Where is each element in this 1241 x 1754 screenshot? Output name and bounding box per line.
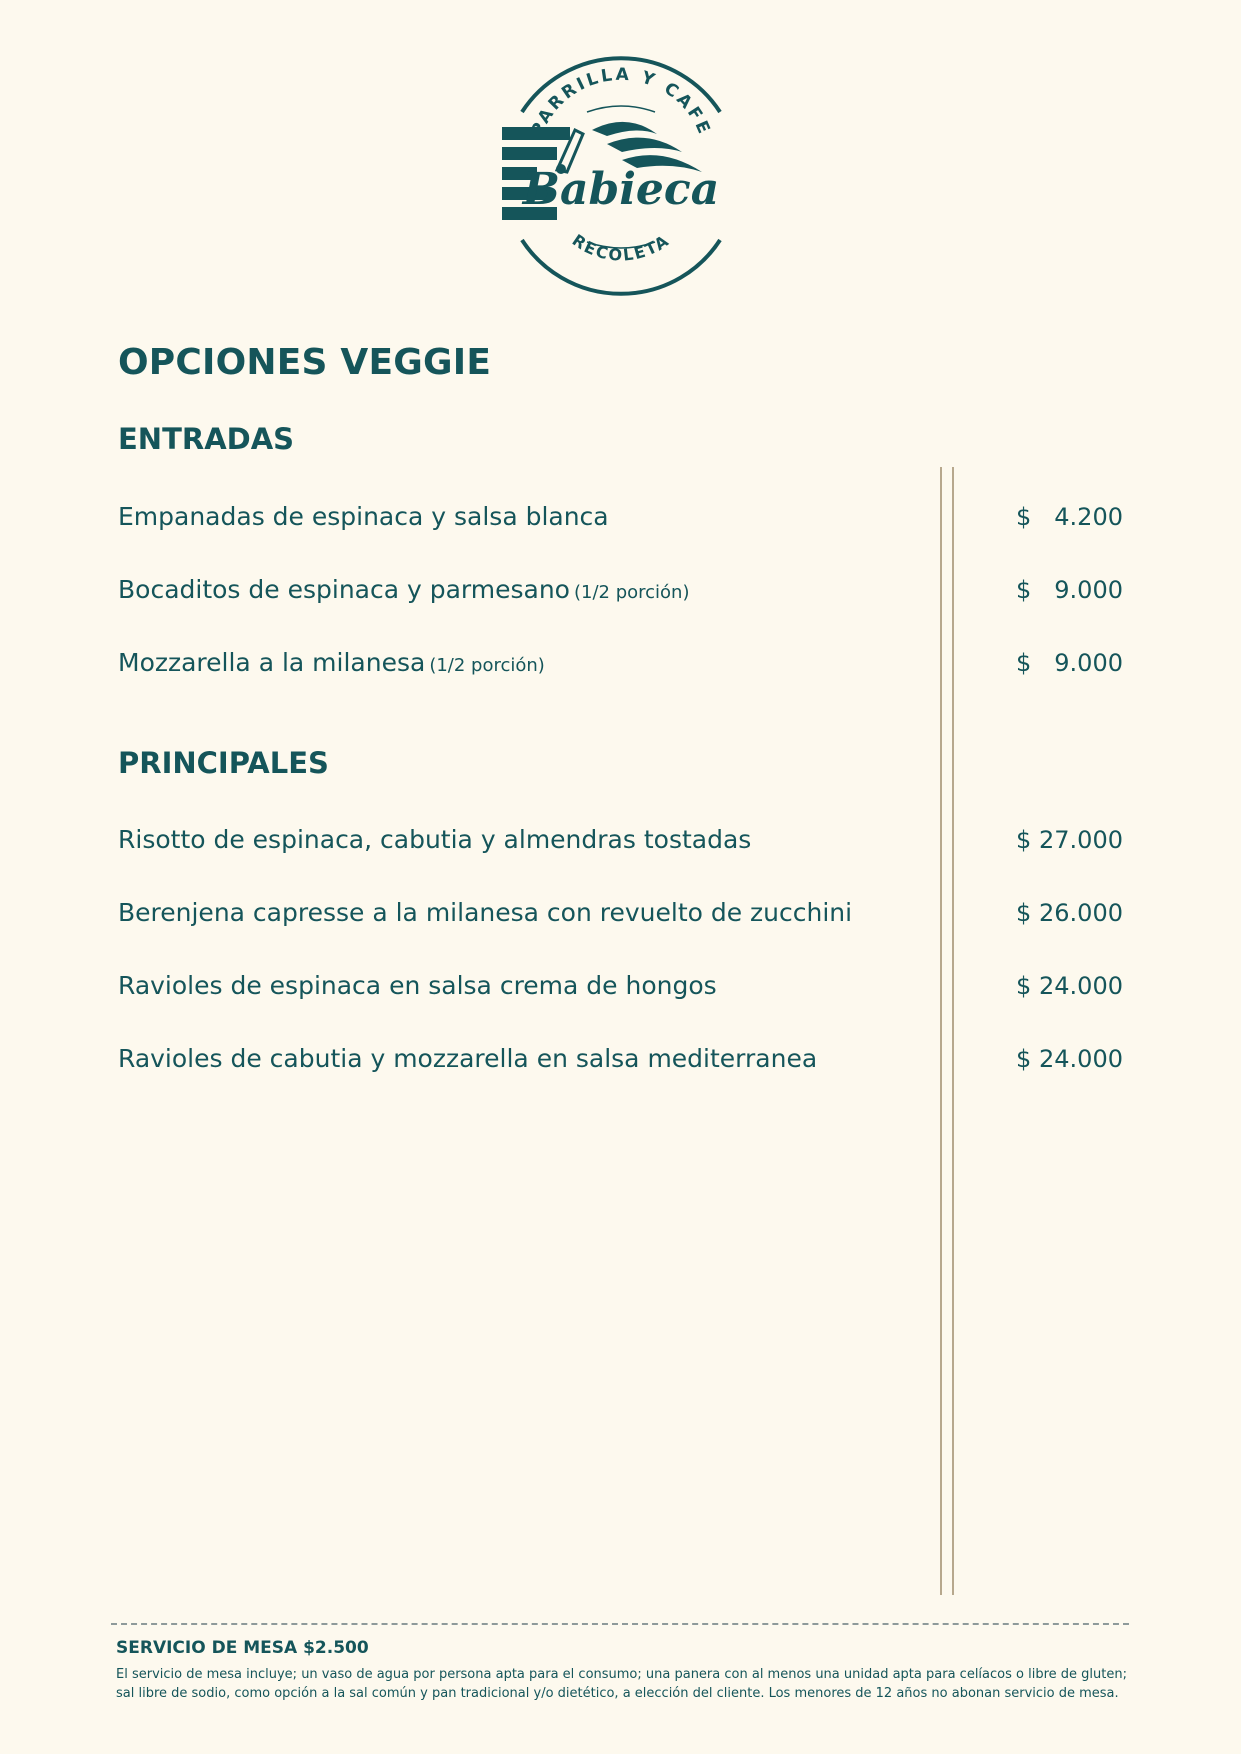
item-name: Mozzarella a la milanesa (1/2 porción)	[118, 648, 545, 677]
menu-item: Mozzarella a la milanesa (1/2 porción) $ 9.000	[118, 643, 1123, 683]
item-name: Berenjena capresse a la milanesa con revuelto de zucchini	[118, 898, 853, 927]
menu-title: OPCIONES VEGGIE	[118, 342, 492, 383]
menu-item: Empanadas de espinaca y salsa blanca $ 4.200	[118, 497, 1123, 537]
section-title-principales: PRINCIPALES	[118, 746, 329, 780]
footer-text	[116, 1665, 1131, 1703]
logo-bottom-text: RECOLETA	[568, 230, 674, 265]
menu-item: Ravioles de cabutia y mozzarella en salsa mediterranea $ 24.000	[118, 1039, 1123, 1079]
footer-title: SERVICIO DE MESA $2.500	[116, 1638, 369, 1658]
item-note: (1/2 porción)	[573, 582, 690, 603]
section-title-entradas: ENTRADAS	[118, 422, 295, 456]
item-name: Empanadas de espinaca y salsa blanca	[118, 502, 609, 531]
horse-head-icon	[497, 52, 745, 300]
svg-text:RECOLETA	[569, 230, 673, 264]
footer-divider	[111, 1623, 1129, 1625]
item-note: (1/2 porción)	[429, 655, 545, 676]
menu-item: Bocaditos de espinaca y parmesano (1/2 porción) $ 9.000	[118, 570, 1123, 610]
item-name: Ravioles de espinaca en salsa crema de hongos	[118, 971, 717, 1000]
menu-item: Risotto de espinaca, cabutia y almendras tostadas $ 27.000	[118, 820, 1123, 860]
logo-brand: Babieca	[522, 164, 720, 215]
item-name: Bocaditos de espinaca y parmesano (1/2 porción)	[118, 575, 690, 604]
menu-item: Ravioles de espinaca en salsa crema de hongos $ 24.000	[118, 966, 1123, 1006]
vertical-divider	[952, 467, 954, 1595]
item-name: Ravioles de cabutia y mozzarella en salsa mediterranea	[118, 1044, 818, 1073]
logo-top-text: ARRILLA Y CAFE	[533, 64, 715, 140]
footer-text-line: El servicio de mesa incluye; un vaso de agua por persona apta para el consumo; una panera con al menos una unidad apta para celíacos o libre de gluten;	[116, 1667, 1127, 1682]
footer-text-line: sal libre de sodio, como opción a la sal común y pan tradicional y/o dietético, a elección del cliente. Los menores de 12 años no abonan servicio de mesa.	[116, 1686, 1119, 1701]
item-name: Risotto de espinaca, cabutia y almendras tostadas	[118, 825, 752, 854]
vertical-divider	[940, 467, 942, 1595]
menu-item: Berenjena capresse a la milanesa con revuelto de zucchini $ 26.000	[118, 893, 1123, 933]
brand-logo	[497, 52, 745, 300]
